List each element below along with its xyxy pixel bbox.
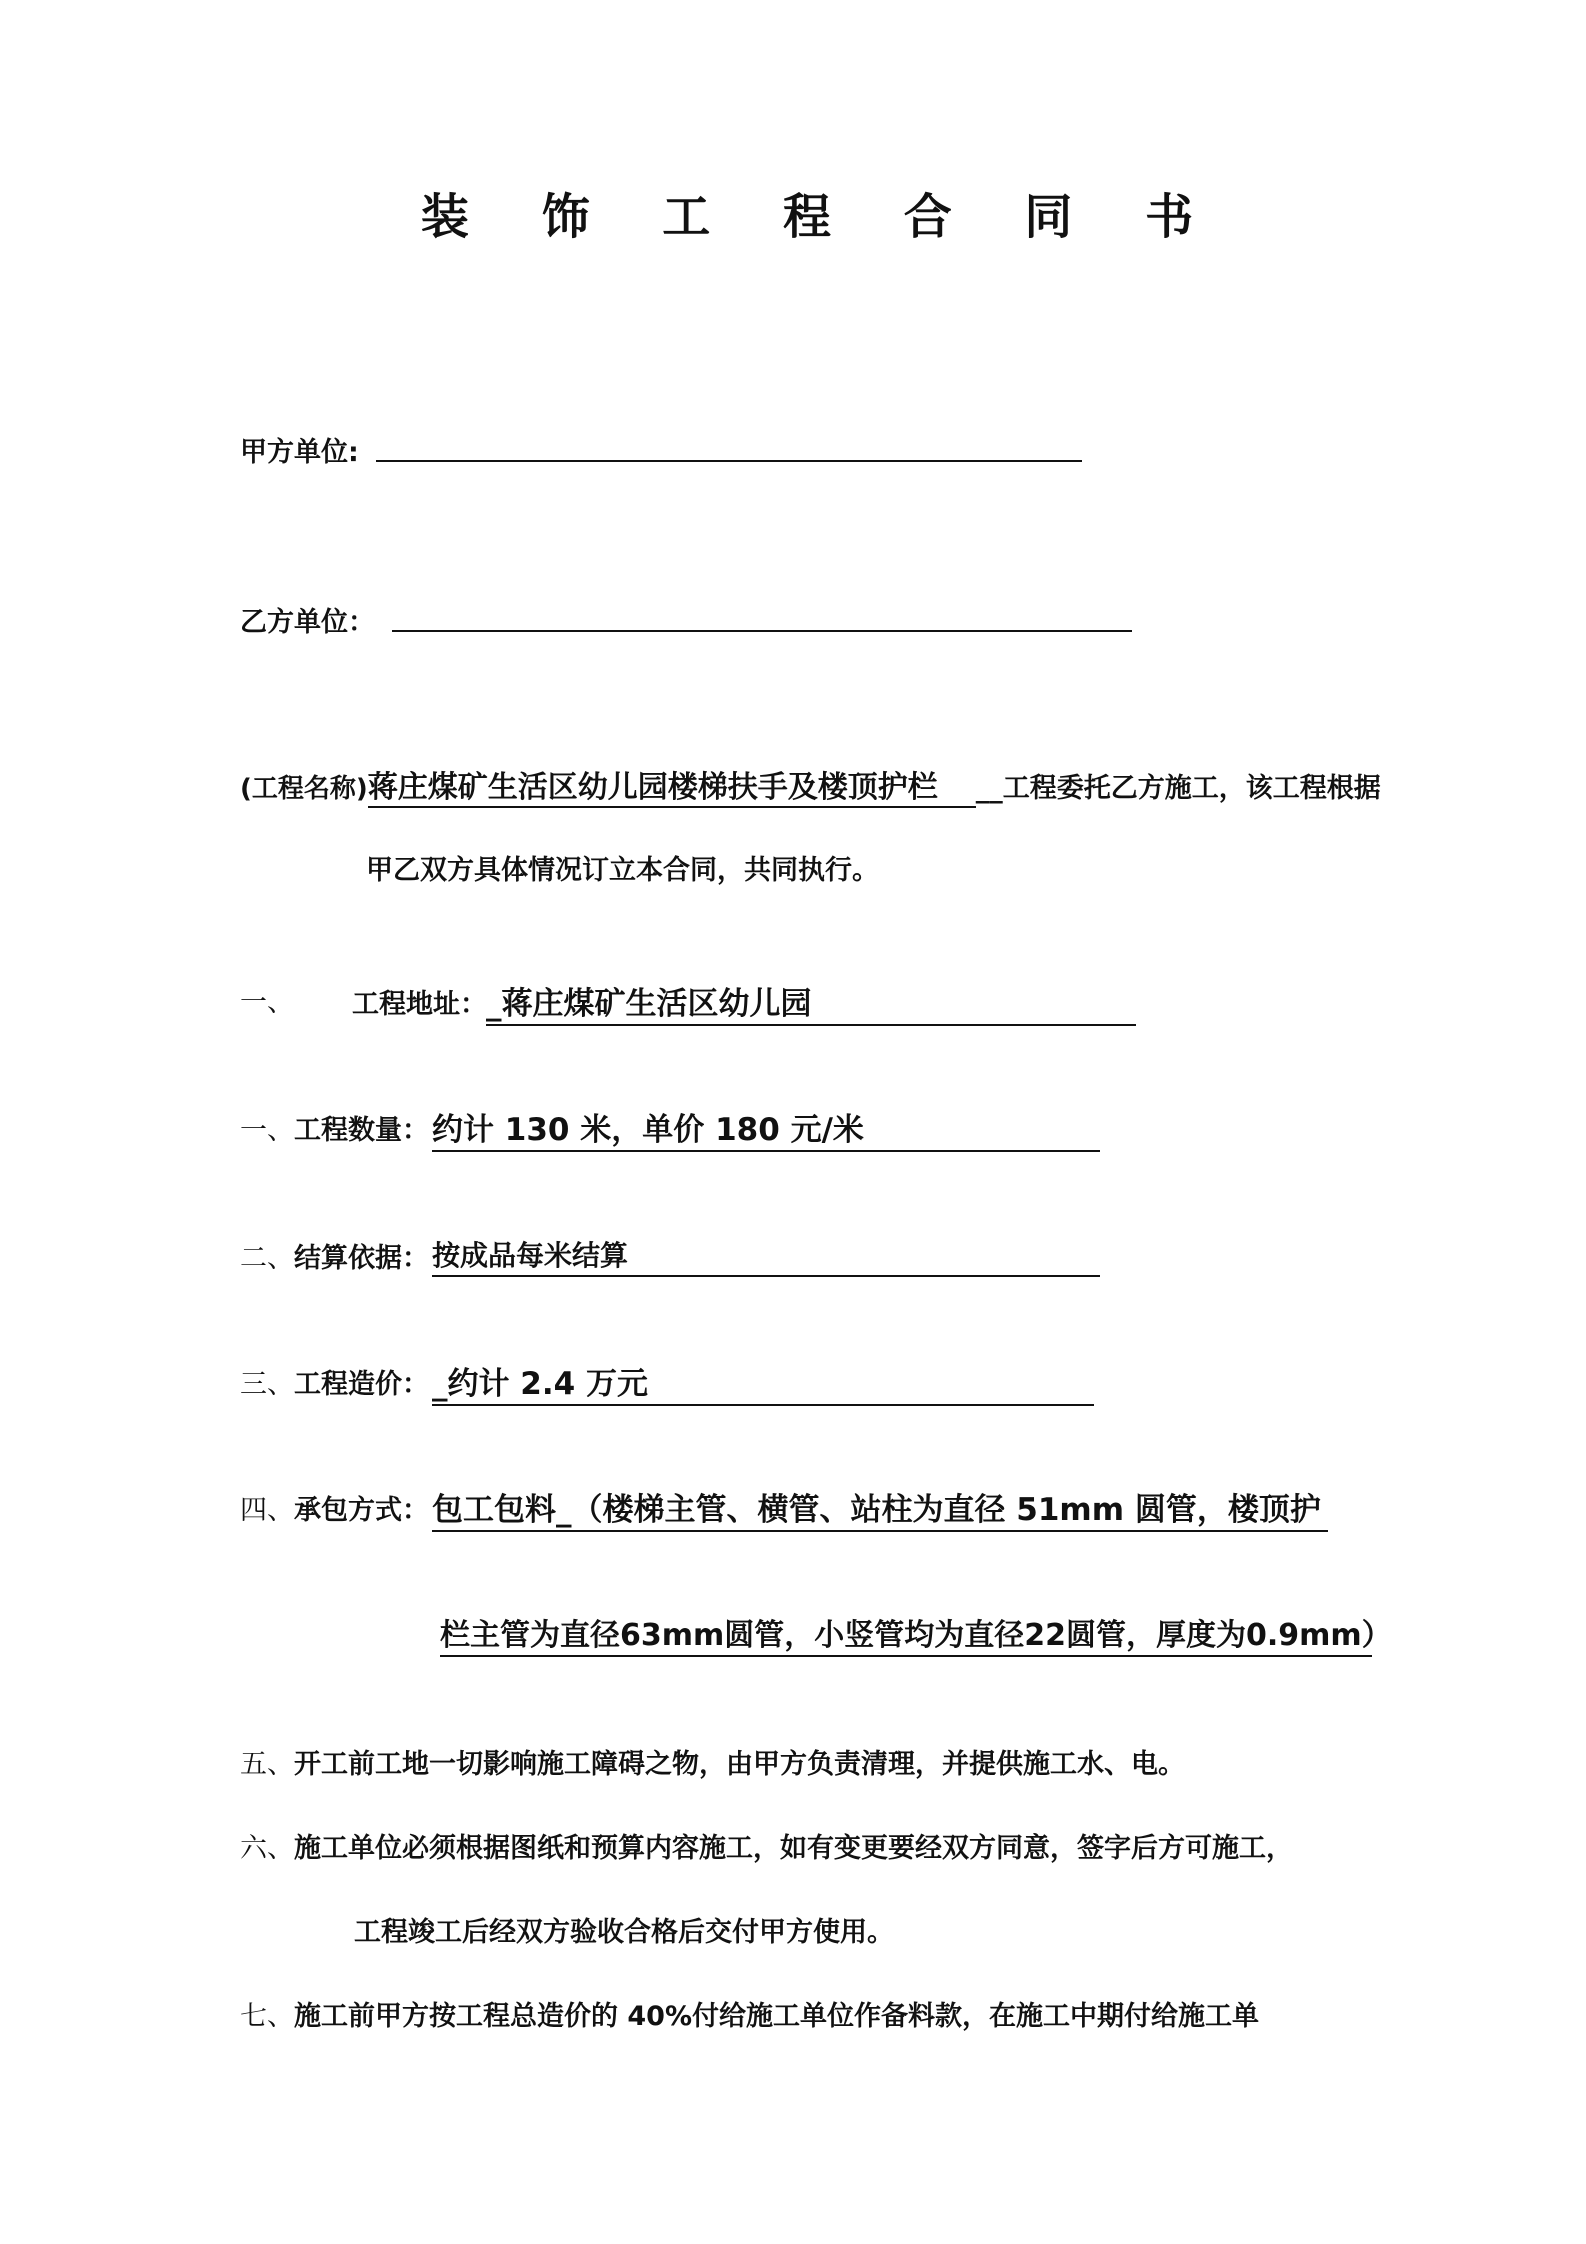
clause-method-value: 包工包料_（楼梯主管、横管、站柱为直径 51mm 圆管，楼顶护 xyxy=(432,1484,1328,1532)
clause-method xyxy=(240,1488,429,1527)
term-six-line2: 工程竣工后经双方验收合格后交付甲方使用。 xyxy=(354,1917,894,1948)
clause-address-label: 工程地址： xyxy=(352,989,487,1020)
term-five xyxy=(240,1742,1185,1781)
clause-number: 一、 xyxy=(240,1115,294,1146)
party-a-blank[interactable] xyxy=(376,460,1082,462)
document-title: 装 饰 工 程 合 同 书 xyxy=(420,189,1222,245)
clause-number: 三、 xyxy=(240,1369,294,1400)
term-six-text: 施工单位必须根据图纸和预算内容施工，如有变更要经双方同意，签字后方可施工， xyxy=(294,1833,1293,1864)
party-b-label: 乙方单位： xyxy=(240,607,375,638)
intro-prefix: (工程名称) xyxy=(240,774,368,804)
clause-settlement-value: 按成品每米结算 xyxy=(432,1234,1100,1277)
clause-settlement-label: 结算依据： xyxy=(294,1243,429,1274)
clause-cost-value: _约计 2.4 万元 xyxy=(432,1358,1094,1406)
intro-suffix: __工程委托乙方施工，该工程根据 xyxy=(975,773,1381,804)
clause-quantity xyxy=(240,1108,429,1147)
clause-quantity-value: 约计 130 米，单价 180 元/米 xyxy=(432,1104,1100,1152)
clause-number: 一、 xyxy=(240,987,294,1018)
term-number: 六、 xyxy=(240,1833,294,1864)
intro-line-1 xyxy=(240,762,1381,806)
clause-settlement xyxy=(240,1236,429,1275)
term-six xyxy=(240,1826,1293,1865)
term-seven-text: 施工前甲方按工程总造价的 40%付给施工单位作备料款，在施工中期付给施工单 xyxy=(294,2001,1260,2032)
term-five-text: 开工前工地一切影响施工障碍之物，由甲方负责清理，并提供施工水、电。 xyxy=(294,1749,1185,1780)
clause-quantity-label: 工程数量： xyxy=(294,1115,429,1146)
party-b-blank[interactable] xyxy=(392,630,1132,632)
clause-number: 二、 xyxy=(240,1243,294,1274)
term-number: 七、 xyxy=(240,2001,294,2032)
term-seven xyxy=(240,1994,1259,2033)
clause-method-value-line2: 栏主管为直径63mm圆管，小竖管均为直径22圆管，厚度为0.9mm） xyxy=(440,1610,1372,1657)
clause-address xyxy=(240,980,294,1019)
project-name: 蒋庄煤矿生活区幼儿园楼梯扶手及楼顶护栏 xyxy=(368,770,976,808)
clause-cost-label: 工程造价： xyxy=(294,1369,429,1400)
party-a-label: 甲方单位: xyxy=(240,437,359,468)
clause-method-label: 承包方式： xyxy=(294,1495,429,1526)
clause-cost xyxy=(240,1362,429,1401)
intro-line-2: 甲乙双方具体情况订立本合同，共同执行。 xyxy=(366,855,879,886)
clause-address-value: _蒋庄煤矿生活区幼儿园 xyxy=(486,978,1136,1026)
term-number: 五、 xyxy=(240,1749,294,1780)
clause-number: 四、 xyxy=(240,1495,294,1526)
